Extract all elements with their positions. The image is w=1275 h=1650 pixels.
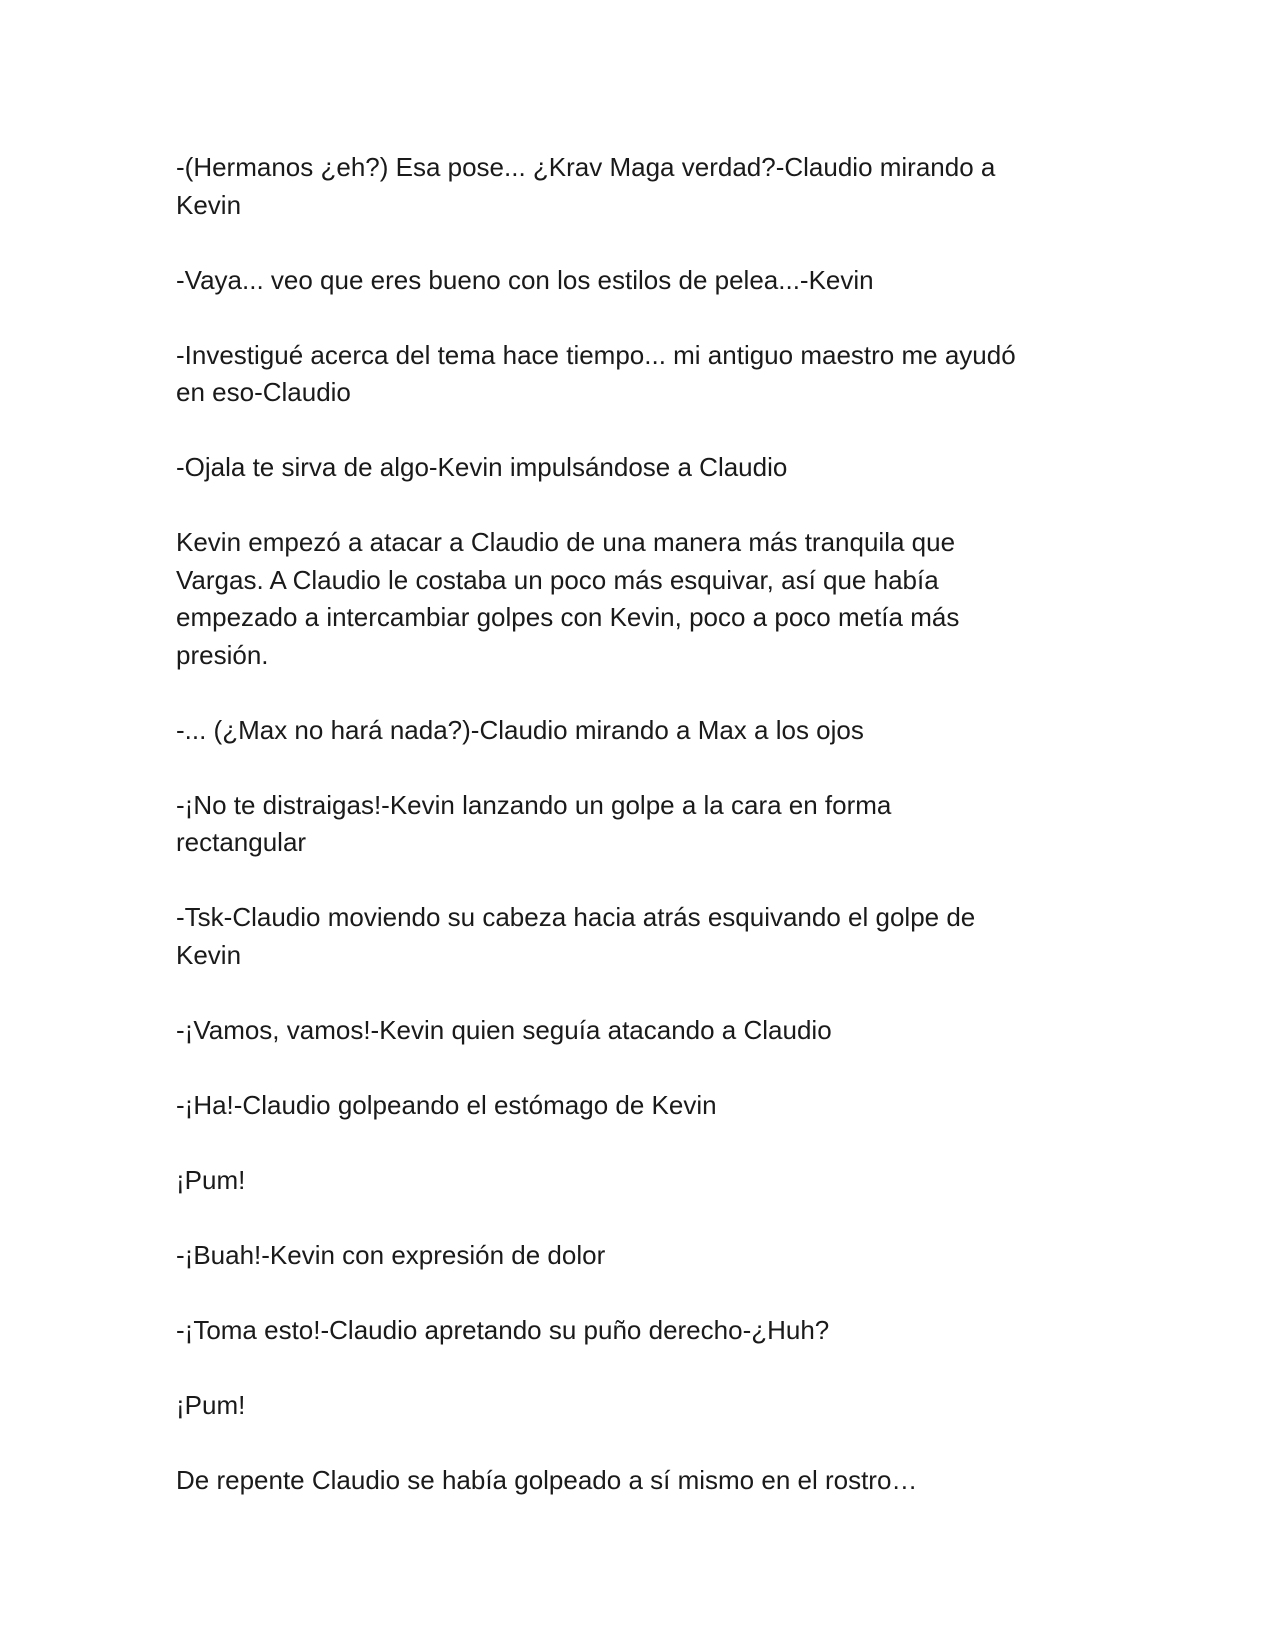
paragraph	[176, 1087, 1106, 1125]
paragraph	[176, 1462, 1106, 1500]
text-line: ¡Pum!	[176, 1164, 246, 1195]
text-line: Vargas. A Claudio le costaba un poco más esquivar, así que había	[176, 564, 939, 595]
paragraph	[176, 712, 1106, 750]
paragraph	[176, 1312, 1106, 1350]
paragraph	[176, 449, 1106, 487]
text-line: -Investigué acerca del tema hace tiempo... mi antiguo maestro me ayudó	[176, 339, 1016, 370]
paragraph	[176, 787, 1106, 862]
document-body	[176, 149, 1106, 1537]
text-line: -Vaya... veo que eres bueno con los estilos de pelea...-Kevin	[176, 264, 874, 295]
paragraph	[176, 337, 1106, 412]
paragraph	[176, 1162, 1106, 1200]
text-line: -(Hermanos ¿eh?) Esa pose... ¿Krav Maga verdad?-Claudio mirando a	[176, 152, 996, 182]
text-line: -Ojala te sirva de algo-Kevin impulsándose a Claudio	[176, 452, 788, 482]
text-line: Kevin empezó a atacar a Claudio de una manera más tranquila que	[176, 527, 956, 557]
text-line: -¡No te distraigas!-Kevin lanzando un golpe a la cara en forma	[176, 789, 892, 820]
text-line: presión.	[176, 639, 269, 670]
text-line: en eso-Claudio	[176, 377, 351, 407]
text-line: -... (¿Max no hará nada?)-Claudio mirando a Max a los ojos	[176, 714, 864, 745]
paragraph	[176, 1012, 1106, 1050]
paragraph	[176, 149, 1106, 224]
text-line: Kevin	[176, 189, 242, 220]
text-line: De repente Claudio se había golpeado a sí mismo en el rostro…	[176, 1464, 918, 1495]
paragraph	[176, 1387, 1106, 1425]
text-line: -¡Buah!-Kevin con expresión de dolor	[176, 1239, 606, 1270]
text-line: ¡Pum!	[176, 1389, 246, 1420]
text-line: -¡Ha!-Claudio golpeando el estómago de Kevin	[176, 1089, 717, 1120]
paragraph	[176, 524, 1106, 674]
paragraph	[176, 262, 1106, 300]
paragraph	[176, 1237, 1106, 1275]
text-line: empezado a intercambiar golpes con Kevin, poco a poco metía más	[176, 602, 960, 632]
text-line: -¡Toma esto!-Claudio apretando su puño derecho-¿Huh?	[176, 1314, 830, 1345]
text-line: -¡Vamos, vamos!-Kevin quien seguía atacando a Claudio	[176, 1014, 832, 1045]
text-line: Kevin	[176, 939, 242, 970]
text-line: rectangular	[176, 827, 307, 857]
text-line: -Tsk-Claudio moviendo su cabeza hacia atrás esquivando el golpe de	[176, 902, 976, 932]
paragraph	[176, 899, 1106, 974]
